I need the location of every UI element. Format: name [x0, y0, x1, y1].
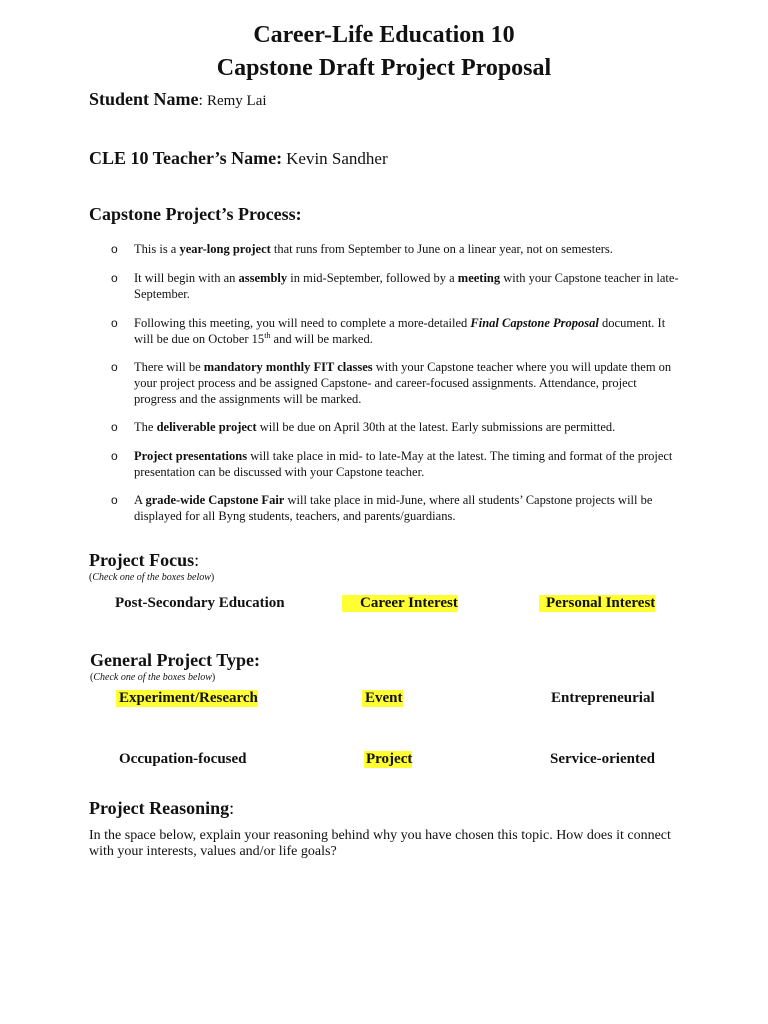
project-focus-heading: Project Focus: — [89, 550, 200, 570]
reasoning-prompt: In the space below, explain your reasoning behind why you have chosen this topic. How does it connect with your interests, values and/or life goals? — [89, 828, 671, 859]
type-option-event[interactable]: Event — [362, 690, 403, 707]
bullet-marker: o — [111, 242, 118, 256]
student-name-value[interactable]: Remy Lai — [206, 93, 267, 109]
type-hint: (Check one of the boxes below) — [90, 672, 216, 683]
student-name-field — [89, 89, 267, 110]
project-reasoning-heading: Project Reasoning: — [89, 798, 235, 818]
student-name-label: Student Name — [89, 89, 199, 109]
page-title: Career-Life Education 10 — [253, 22, 515, 48]
process-item-4: There will be mandatory monthly FIT classes with your Capstone teacher where you will update them on your project process and be assigned Capstone- and career-focused assignments. Attendance, project progress and the assignments will be marked. — [134, 360, 672, 406]
type-option-entrepreneurial[interactable]: Entrepreneurial — [551, 690, 655, 706]
teacher-name-label: CLE 10 Teacher’s Name: — [89, 148, 283, 168]
student-name-colon: : — [198, 92, 203, 109]
process-item-3: Following this meeting, you will need to complete a more-detailed Final Capstone Proposal document. It will be due on October 15th and will be marked. — [134, 316, 666, 346]
bullet-marker: o — [111, 316, 118, 330]
bullet-marker: o — [111, 271, 118, 285]
process-item-5: The deliverable project will be due on April 30th at the latest. Early submissions are permitted. — [134, 420, 616, 434]
type-option-experiment-research[interactable]: Experiment/Research — [116, 690, 258, 707]
focus-option-personal-interest[interactable]: Personal Interest — [539, 595, 655, 612]
bullet-marker: o — [111, 420, 118, 434]
focus-option-post-secondary[interactable]: Post-Secondary Education — [115, 595, 285, 611]
process-item-7: A grade-wide Capstone Fair will take place in mid-June, where all students’ Capstone projects will be displayed for all Byng students, teachers, and parents/guardians. — [134, 493, 653, 523]
bullet-marker: o — [111, 360, 118, 374]
bullet-marker: o — [111, 493, 118, 507]
teacher-name-field — [89, 148, 388, 169]
project-type-heading: General Project Type: — [90, 650, 260, 670]
process-item-1: This is a year-long project that runs from September to June on a linear year, not on semesters. — [134, 242, 613, 256]
teacher-name-value[interactable]: Kevin Sandher — [286, 149, 388, 168]
bullet-marker: o — [111, 449, 118, 463]
process-heading: Capstone Project’s Process: — [89, 204, 302, 224]
type-option-project[interactable]: Project — [366, 751, 413, 767]
page-subtitle: Capstone Draft Project Proposal — [216, 55, 552, 81]
process-item-6: Project presentations will take place in mid- to late-May at the latest. The timing and format of the project presentation can be discussed with your Capstone teacher. — [134, 449, 673, 479]
process-item-2: It will begin with an assembly in mid-September, followed by a meeting with your Capstone teacher in late-September. — [134, 271, 679, 301]
type-option-occupation-focused[interactable]: Occupation-focused — [119, 751, 247, 767]
focus-hint: (Check one of the boxes below) — [89, 572, 215, 583]
type-option-service-oriented[interactable]: Service-oriented — [550, 751, 655, 767]
focus-option-career-interest[interactable]: Career Interest — [342, 595, 458, 612]
